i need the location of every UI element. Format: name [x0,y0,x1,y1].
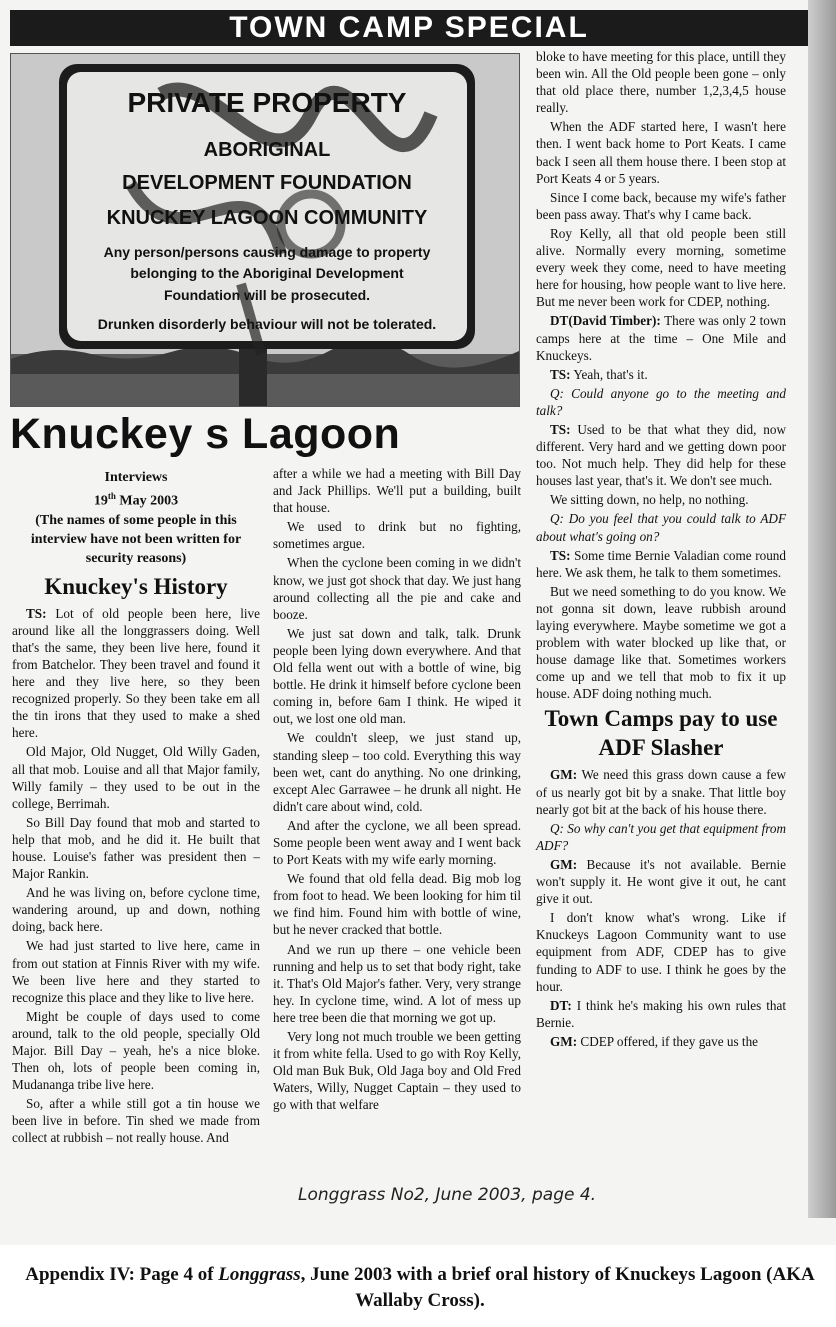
speaker-label: DT(David Timber): [550,313,661,329]
paragraph [273,518,521,552]
banner-title: TOWN CAMP SPECIAL [10,10,808,46]
paragraph [536,909,786,994]
paragraph-text: And after the cyclone, we all been spread. Some people been went away and I went back to Port Keats with my wife early morning. [273,817,521,868]
column-3-paragraphs-a [536,48,786,702]
paragraph [536,385,786,419]
sign-line-3: DEVELOPMENT FOUNDATION [122,172,412,194]
headline: Knuckey s Lagoon [10,410,401,458]
paragraph-text: Might be couple of days used to come around, talk to the old people, specially Old Major. Bill Day – yeah, he's a nice bloke. Then oh, lots of people been coming in, Mudananga tribe live here. [12,1008,260,1093]
paragraph [536,547,786,581]
paragraph-text: We had just started to live here, came in from out station at Finnis River with my wife. We been live here and they started to recognize this place and they like to live here. [12,938,260,1005]
paragraph-text: When the cyclone been coming in we didn't know, we just got shock that day. We just hang around collecting all the pie and cake and booze. [273,555,521,622]
paragraph [536,856,786,907]
section-title-history: Knuckey's History [44,573,228,599]
column-1-paragraphs [12,605,260,1147]
sign-line-1: PRIVATE PROPERTY [127,87,407,118]
speaker-label: GM: [550,767,578,783]
paragraph-text: And he was living on, before cyclone time, wandering around, up and down, nothing doing, back here. [12,885,260,935]
paragraph [12,743,260,811]
paragraph [12,1095,260,1146]
paragraph-text: We couldn't sleep, we just stand up, standing sleep – too cold. Everything this way been wet, cant do anything. No one drinking, except Alec Garrawee – he drunk all night. He didn't care about wind, cold. [273,730,521,814]
paragraph [536,312,786,363]
paragraph [536,491,786,508]
paragraph [536,820,786,854]
paragraph-text: after a while we had a meeting with Bill Day and Jack Phillips. We'll put a building, built that house. [273,466,521,516]
caption-title: Longgrass [218,1264,301,1285]
section-title-slasher: Town Camps pay to use ADF Slasher [544,706,778,761]
column-1 [12,468,260,1149]
intro-date: 19th May 2003 [93,491,179,509]
paragraph-text: We just sat down and talk, talk. Drunk people been lying down everywhere. And that Old fella went out with a bottle of wine, big bottle. He drink it himself before cyclone been coming in, before 6am I think. He wiped it out, we lost one old man. [273,625,521,727]
paragraph [536,189,786,223]
sign-line-7: Foundation will be prosecuted. [163,287,371,303]
paragraph [12,937,260,1005]
paragraph-text: So Bill Day found that mob and started to help that mob, and he did it. He built that house. Louise's father was president then – Major Rankin. [12,814,260,882]
paragraph-text: bloke to have meeting for this place, untill they been win. All the Old people been gone – only that old place there, number 1,2,3,4,5 house really. [536,49,786,116]
paragraph-text: Used to be that what they did, now different. Very hard and we getting down poor too. Not much help. They did help for these houses last year, that's it. We don't see much. [536,421,786,489]
paragraph-text: Q: Do you feel that you could talk to ADF about what's going on? [536,511,786,544]
paragraph [536,583,786,703]
handwritten-note: Longgrass No2, June 2003, page 4. [298,1185,597,1205]
sign-line-5: Any person/persons causing damage to property [103,244,431,260]
scan-edge-shadow [808,0,836,1218]
paragraph-text: There was only 2 town camps here at the time – One Mile and Knuckeys. [536,313,786,363]
paragraph-text: Some time Bernie Valadian come round here. We ask them, he talk to them sometimes. [536,547,786,580]
paragraph [273,465,521,516]
paragraph-text: I don't know what's wrong. Like if Knuckeys Lagoon Community want to use equipment from ADF, CDEP has to give funding to ADF to use. I think he goes by the hour. [536,910,786,994]
paragraph-text: And we run up there – one vehicle been running and help us to set that body right, take it. That's Old Major's father. Very, very strange hey. In cyclone time, wind. A lot of mess up here tree been die that morning we got up. [273,941,521,1025]
paragraph-text: Roy Kelly, all that old people been still alive. Normally every morning, sometime every week they come, need to have meeting here for housing, how people want to live here. But me never been work for CDEP, nothing. [536,225,786,310]
speaker-label: TS: [550,366,571,382]
speaker-label: GM: [550,856,578,872]
paragraph-text: So, after a while still got a tin house we been live in before. Tin shed we made from collect at rubbish – not really house. And [12,1096,260,1146]
paragraph [12,605,260,742]
paragraph [273,870,521,938]
column-3-paragraphs-b [536,766,786,1050]
paragraph-text: Yeah, that's it. [570,366,648,382]
speaker-label: GM: [550,1033,578,1049]
paragraph-text: Because it's not available. Bernie won't supply it. He wont give it out, he cant give it out. [536,856,786,907]
sign-line-8: Drunken disorderly behaviour will not be tolerated. [97,316,437,332]
column-2 [273,465,521,1115]
speaker-label: TS: [550,547,571,563]
sign-line-6: belonging to the Aboriginal Development [130,265,404,281]
speaker-label: TS: [550,421,571,437]
paragraph [536,118,786,186]
speaker-label: DT: [550,997,572,1013]
paragraph [536,510,786,544]
paragraph [536,1033,786,1050]
paragraph [273,941,521,1026]
sign-photo [10,53,520,407]
appendix-caption [20,1262,820,1314]
paragraph [536,766,786,817]
sign-line-4: KNUCKEY LAGOON COMMUNITY [106,207,428,229]
paragraph-text: Since I come back, because my wife's father been pass away. That's why I came back. [536,189,786,222]
paragraph [273,554,521,622]
sign-illustration [11,54,519,406]
paragraph-text: Q: So why can't you get that equipment from ADF? [536,820,786,853]
paragraph [536,225,786,310]
column-3 [536,48,786,1052]
paragraph-text: When the ADF started here, I wasn't here then. I went back home to Port Keats. I came back I seen all them house there. I been stop at Port Keats 4 or 5 years. [536,119,786,186]
intro-line-1: Interviews [104,470,168,485]
paragraph-text: Q: Could anyone go to the meeting and talk? [536,385,786,418]
sign-line-2: ABORIGINAL [203,139,331,161]
paragraph [536,366,786,383]
paragraph [273,625,521,728]
paragraph [12,814,260,882]
paragraph-text: But we need something to do you know. We not gonna sit down, leave rubbish around laying everywhere. Maybe sometime we got a problem with water blocked up like that, or house damage like that. Sometimes workers come up and we tell that mob to fix it up house. ADF doing nothing much. [536,583,786,702]
paragraph-text: Old Major, Old Nugget, Old Willy Gaden, all that mob. Louise and all that Major family, Willy family – they used to be out in the college, Berrimah. [12,744,260,811]
paragraph-text: We found that old fella dead. Big mob log from foot to head. We been looking for him til we find him. Found him with bottle of wine, but he never cracked that bottle. [273,871,521,938]
paragraph [273,817,521,868]
paragraph [536,421,786,489]
column-2-paragraphs [273,465,521,1113]
paragraph [12,884,260,935]
paragraph [536,48,786,116]
interview-intro [12,468,260,568]
paragraph [273,729,521,814]
caption-suffix: , June 2003 with a brief oral history of Knuckeys Lagoon (AKA Wallaby Cross). [300,1264,815,1311]
paragraph [273,1028,521,1113]
paragraph-text: We need this grass down cause a few of us nearly got bit by a snake. That little boy nearly got bit at the back of his house there. [536,767,786,817]
paragraph [536,997,786,1031]
intro-note: (The names of some people in this interview have not been written for security reasons) [30,512,242,566]
paragraph-text: Very long not much trouble we been getting it from white fella. Used to go with Roy Kelly, Old man Buk Buk, Old Jaga boy and Old Fred Waters, Willy, Nugget Captain – they used to go with that welfare [273,1029,521,1113]
paragraph-text: CDEP offered, if they gave us the [577,1033,759,1049]
caption-prefix: Appendix IV: Page 4 of [25,1264,219,1285]
paragraph [12,1008,260,1093]
speaker-label: TS: [26,605,47,621]
paragraph-text: We sitting down, no help, no nothing. [550,492,749,508]
paragraph-text: I think he's making his own rules that Bernie. [536,997,786,1030]
paragraph-text: Lot of old people been here, live around like all the longgrassers doing. Well that's the same, they been live here, found it from Batchelor. They been travel and found it here and they live here, so they been recognized properly. So they been take em all the tin irons that they used to make a shed here. [12,605,260,741]
paragraph-text: We used to drink but no fighting, sometimes argue. [273,519,521,552]
